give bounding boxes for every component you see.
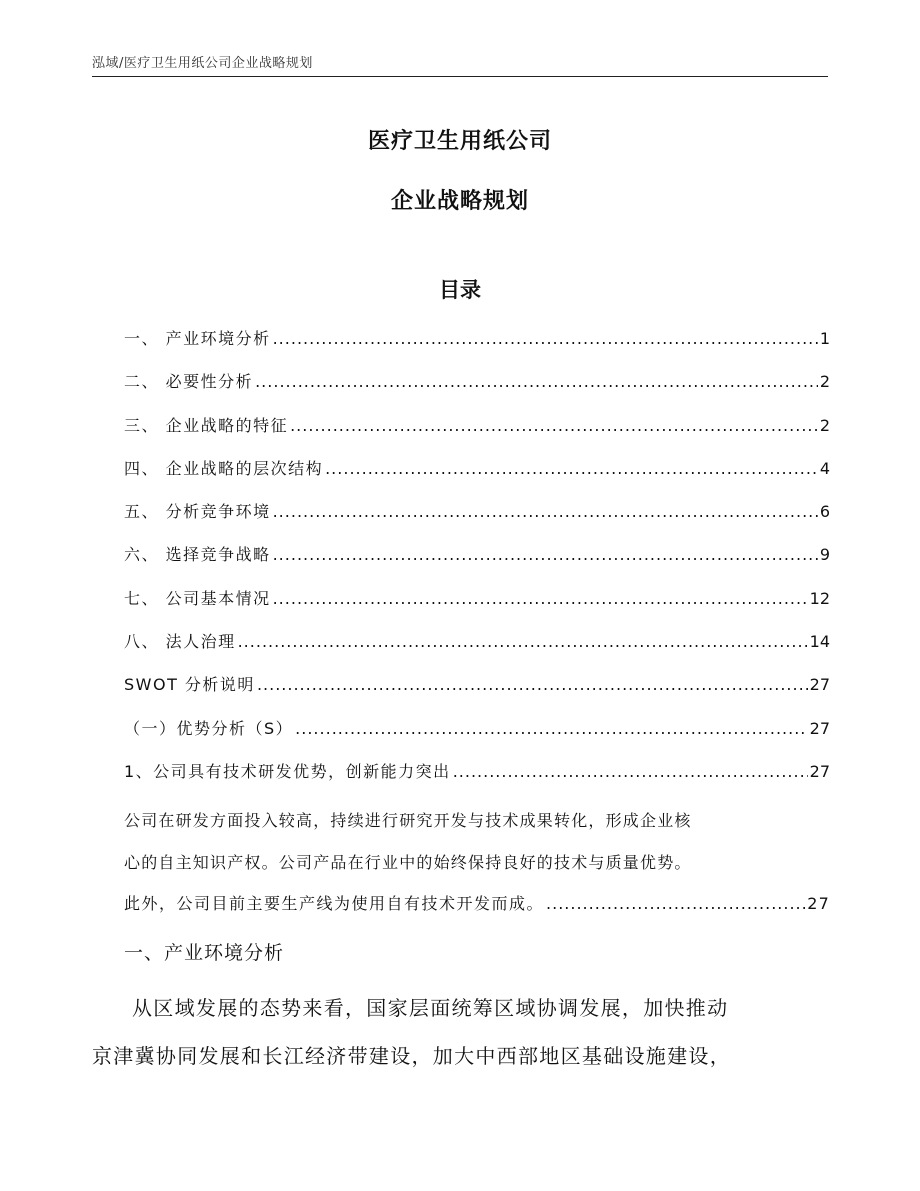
document-title-line1: 医疗卫生用纸公司 [367, 129, 552, 154]
toc-entry[interactable] [124, 714, 830, 757]
document-title-line2: 企业战略规划 [390, 189, 529, 214]
toc-paragraph-line: 公司在研发方面投入较高，持续进行研究开发与技术成果转化，形成企业核 [124, 811, 692, 831]
toc-entry-text: 七、 公司基本情况 [124, 588, 271, 608]
toc-paragraph-line: 心的自主知识产权。公司产品在行业中的始终保持良好的技术与质量优势。 [124, 852, 692, 872]
toc-entry-page: 27 [809, 718, 830, 738]
toc-leader-dots [238, 629, 808, 655]
toc-entry[interactable] [124, 324, 830, 367]
toc-leader-dots [546, 883, 805, 924]
table-of-contents [124, 324, 830, 924]
toc-leader-dots [257, 672, 808, 698]
toc-leader-dots [255, 369, 818, 395]
section-heading: 一、产业环境分析 [124, 942, 285, 964]
toc-leader-dots [273, 586, 808, 612]
toc-leader-dots [325, 456, 818, 482]
toc-leader-dots [290, 413, 818, 439]
toc-entry-text: 1、公司具有技术研发优势，创新能力突出 [124, 761, 451, 781]
toc-entry[interactable] [124, 670, 830, 713]
toc-paragraph-line: 此外，公司目前主要生产线为使用自有技术开发而成。 [124, 893, 545, 913]
body-line: 从区域发展的态势来看，国家层面统筹区域协调发展，加快推动 [132, 996, 729, 1020]
toc-entry[interactable] [124, 367, 830, 410]
toc-entry-text: 三、 企业战略的特征 [124, 415, 289, 435]
toc-entry-page: 27 [809, 761, 830, 781]
toc-paragraph-entry[interactable] [124, 800, 830, 924]
toc-entry-page: 6 [819, 502, 830, 522]
toc-entry-text: （一）优势分析（S） [124, 718, 294, 738]
toc-entry-page: 2 [819, 415, 830, 435]
toc-entry[interactable] [124, 540, 830, 583]
toc-entry[interactable] [124, 454, 830, 497]
toc-leader-dots [453, 759, 808, 785]
toc-entry-text: 一、 产业环境分析 [124, 329, 271, 348]
toc-leader-dots [273, 542, 818, 568]
toc-entry-page: 12 [809, 588, 830, 608]
toc-entry-page: 9 [819, 545, 830, 565]
toc-entry-page: 2 [819, 372, 830, 392]
running-header: 泓域/医疗卫生用纸公司企业战略规划 [92, 56, 313, 71]
toc-entry[interactable] [124, 497, 830, 540]
section-body [92, 984, 828, 1080]
toc-paragraph-last-line [124, 883, 830, 924]
toc-entry-page: 4 [819, 458, 830, 478]
toc-entry[interactable] [124, 757, 830, 800]
toc-entry-page: 1 [819, 329, 830, 348]
toc-entry-text: 五、 分析竞争环境 [124, 502, 271, 522]
toc-entry[interactable] [124, 627, 830, 670]
toc-leader-dots [295, 716, 807, 742]
toc-leader-dots [273, 499, 818, 525]
body-line: 京津冀协同发展和长江经济带建设，加大中西部地区基础设施建设， [92, 1044, 731, 1068]
toc-entry-page: 27 [807, 893, 830, 913]
toc-entry[interactable] [124, 411, 830, 454]
toc-entry-text: SWOT 分析说明 [124, 675, 255, 695]
header-rule [92, 76, 828, 77]
toc-entry-text: 四、 企业战略的层次结构 [124, 458, 324, 478]
toc-entry-text: 二、 必要性分析 [124, 372, 254, 392]
toc-entry[interactable] [124, 584, 830, 627]
toc-entry-page: 27 [809, 675, 830, 695]
toc-entry-page: 14 [809, 632, 830, 652]
toc-heading: 目录 [439, 278, 481, 302]
toc-entry-text: 六、 选择竞争战略 [124, 545, 271, 565]
toc-entry-text: 八、 法人治理 [124, 632, 236, 652]
toc-leader-dots [273, 326, 818, 352]
